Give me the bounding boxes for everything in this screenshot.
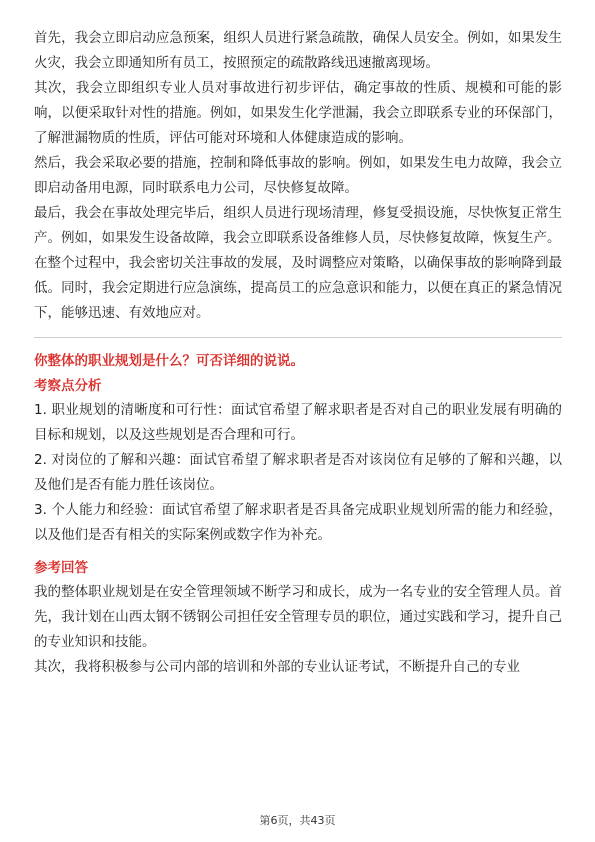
interview-question: 你整体的职业规划是什么？可否详细的说说。 [34, 353, 304, 369]
answer-paragraph-5: 在整个过程中，我会密切关注事故的发展，及时调整应对策略，以确保事故的影响降到最低。同时，我会定期进行应急演练，提高员工的应急意识和能力，以便在真正的紧急情况下，能够迅速、有效地应对。 [34, 255, 562, 321]
answer-paragraph-1: 首先，我会立即启动应急预案，组织人员进行紧急疏散，确保人员安全。例如，如果发生火灾，我会立即通知所有员工，按照预定的疏散路线迅速撤离现场。 [34, 30, 562, 71]
reference-paragraph-2: 其次，我将积极参与公司内部的培训和外部的专业认证考试，不断提升自己的专业 [34, 659, 520, 675]
analysis-point-2: 2. 对岗位的了解和兴趣：面试官希望了解求职者是否对该岗位有足够的了解和兴趣，以及他们是否有能力胜任该岗位。 [34, 452, 562, 493]
answer-paragraph-4: 最后，我会在事故处理完毕后，组织人员进行现场清理，修复受损设施，尽快恢复正常生产。例如，如果发生设备故障，我会立即联系设备维修人员，尽快修复故障，恢复生产。 [34, 205, 562, 246]
reference-paragraph-1: 我的整体职业规划是在安全管理领域不断学习和成长，成为一名专业的安全管理人员。首先，我计划在山西太钢不锈钢公司担任安全管理专员的职位，通过实践和学习，提升自己的专业知识和技能。 [34, 584, 562, 650]
section-divider [34, 337, 562, 338]
analysis-heading: 考察点分析 [34, 378, 102, 394]
reference-heading: 参考回答 [34, 560, 88, 576]
page-content [34, 26, 562, 680]
analysis-point-3: 3. 个人能力和经验：面试官希望了解求职者是否具备完成职业规划所需的能力和经验，以及他们是否有相关的实际案例或数字作为补充。 [34, 502, 562, 543]
page-number: 第6页，共43页 [259, 814, 336, 827]
answer-paragraph-3: 然后，我会采取必要的措施，控制和降低事故的影响。例如，如果发生电力故障，我会立即启动备用电源，同时联系电力公司，尽快修复故障。 [34, 155, 562, 196]
analysis-point-1: 1. 职业规划的清晰度和可行性：面试官希望了解求职者是否对自己的职业发展有明确的目标和规划，以及这些规划是否合理和可行。 [34, 402, 562, 443]
answer-paragraph-2: 其次，我会立即组织专业人员对事故进行初步评估，确定事故的性质、规模和可能的影响，以便采取针对性的措施。例如，如果发生化学泄漏，我会立即联系专业的环保部门，了解泄漏物质的性质，评估可能对环境和人体健康造成的影响。 [34, 80, 562, 146]
